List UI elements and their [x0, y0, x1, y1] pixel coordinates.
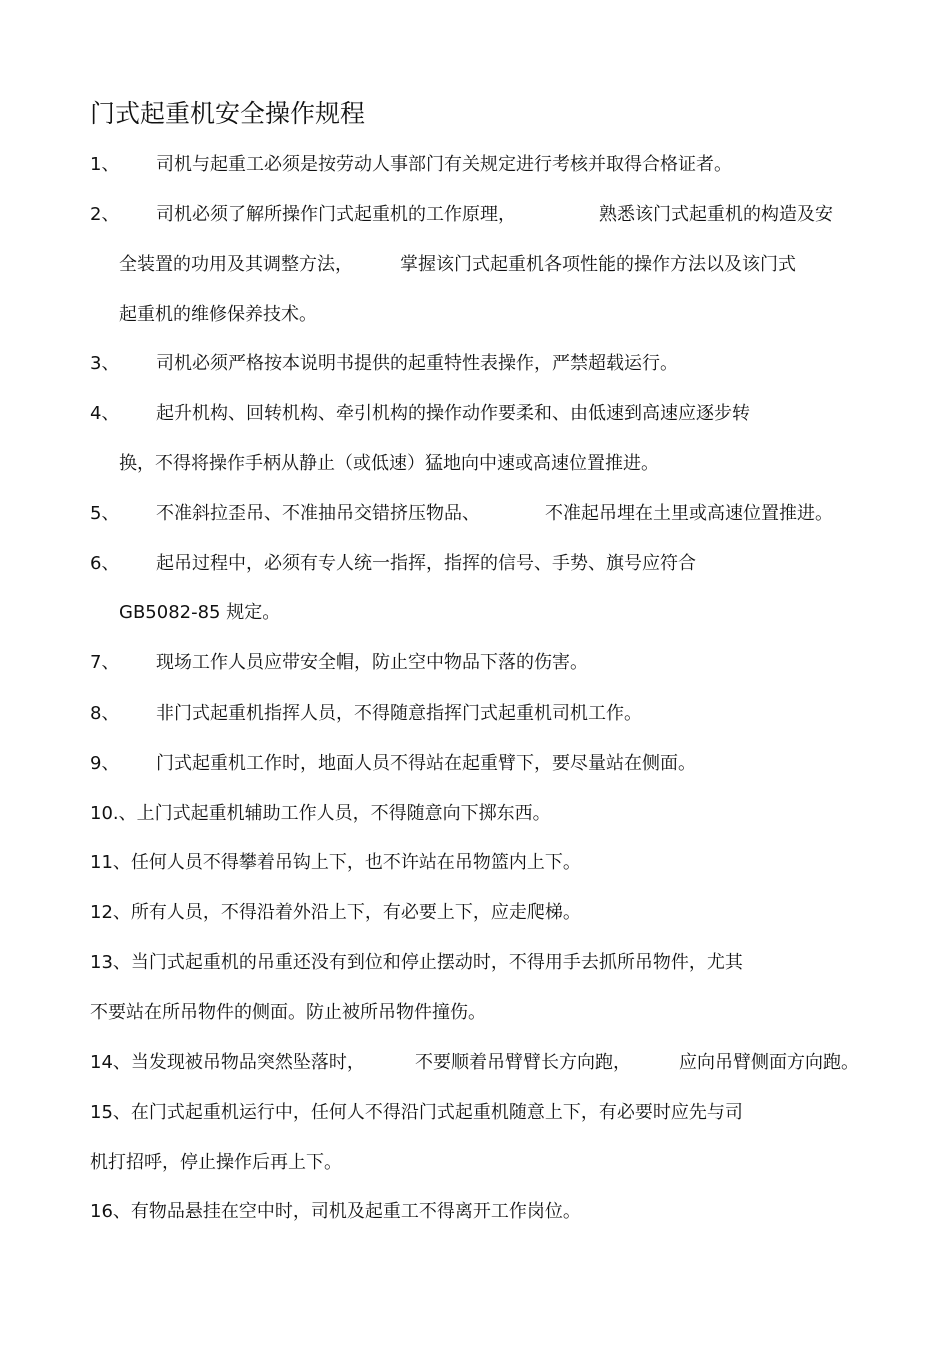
rule-text: 司机必须严格按本说明书提供的起重特性表操作，严禁超载运行。 [156, 353, 678, 374]
rule-text: 掌握该门式起重机各项性能的操作方法以及该门式 [400, 254, 796, 275]
rule-text: 全装置的功用及其调整方法， [119, 254, 353, 275]
rule-text: 起重机的维修保养技术。 [119, 304, 317, 325]
rule-number: 8、 [90, 703, 120, 724]
rule-number: 7、 [90, 652, 120, 673]
rule-number: 2、 [90, 204, 120, 225]
rule-text: 门式起重机工作时，地面人员不得站在起重臂下，要尽量站在侧面。 [156, 753, 696, 774]
rule-text: 13、当门式起重机的吊重还没有到位和停止摆动时，不得用手去抓所吊物件，尤其 [90, 952, 743, 973]
rule-text: 16、有物品悬挂在空中时，司机及起重工不得离开工作岗位。 [90, 1201, 581, 1222]
rule-number: 6、 [90, 553, 120, 574]
rule-number: 1、 [90, 154, 120, 175]
rule-text: 14、当发现被吊物品突然坠落时， [90, 1052, 365, 1073]
rule-text: 10.、上门式起重机辅助工作人员，不得随意向下掷东西。 [90, 803, 551, 824]
rule-text: 11、任何人员不得攀着吊钩上下，也不许站在吊物篮内上下。 [90, 852, 581, 873]
rule-text: 非门式起重机指挥人员，不得随意指挥门式起重机司机工作。 [156, 703, 642, 724]
rule-text: 司机与起重工必须是按劳动人事部门有关规定进行考核并取得合格证者。 [156, 154, 732, 175]
rule-text: 不要站在所吊物件的侧面。防止被所吊物件撞伤。 [90, 1002, 486, 1023]
rule-text: 起升机构、回转机构、牵引机构的操作动作要柔和、由低速到高速应逐步转 [156, 403, 750, 424]
page-title: 门式起重机安全操作规程 [90, 99, 366, 128]
rule-number: 4、 [90, 403, 120, 424]
rule-text: 不准斜拉歪吊、不准抽吊交错挤压物品、 [156, 503, 480, 524]
rule-text: 15、在门式起重机运行中，任何人不得沿门式起重机随意上下，有必要时应先与司 [90, 1102, 743, 1123]
rule-text: 不准起吊埋在土里或高速位置推进。 [545, 503, 833, 524]
rule-text: 应向吊臂侧面方向跑。 [679, 1052, 859, 1073]
rule-number: 3、 [90, 353, 120, 374]
rule-text: 司机必须了解所操作门式起重机的工作原理， [156, 204, 516, 225]
rule-text: 机打招呼，停止操作后再上下。 [90, 1152, 342, 1173]
rule-text: 现场工作人员应带安全帽，防止空中物品下落的伤害。 [156, 652, 588, 673]
rule-number: 5、 [90, 503, 120, 524]
rule-text: 换，不得将操作手柄从静止（或低速）猛地向中速或高速位置推进。 [119, 453, 659, 474]
rule-text: 起吊过程中，必须有专人统一指挥，指挥的信号、手势、旗号应符合 [156, 553, 696, 574]
rule-text: GB5082-85 规定。 [119, 602, 281, 623]
rule-text: 不要顺着吊臂臂长方向跑， [415, 1052, 631, 1073]
rule-text: 熟悉该门式起重机的构造及安 [599, 204, 833, 225]
rule-number: 9、 [90, 753, 120, 774]
rule-text: 12、所有人员，不得沿着外沿上下，有必要上下，应走爬梯。 [90, 902, 581, 923]
